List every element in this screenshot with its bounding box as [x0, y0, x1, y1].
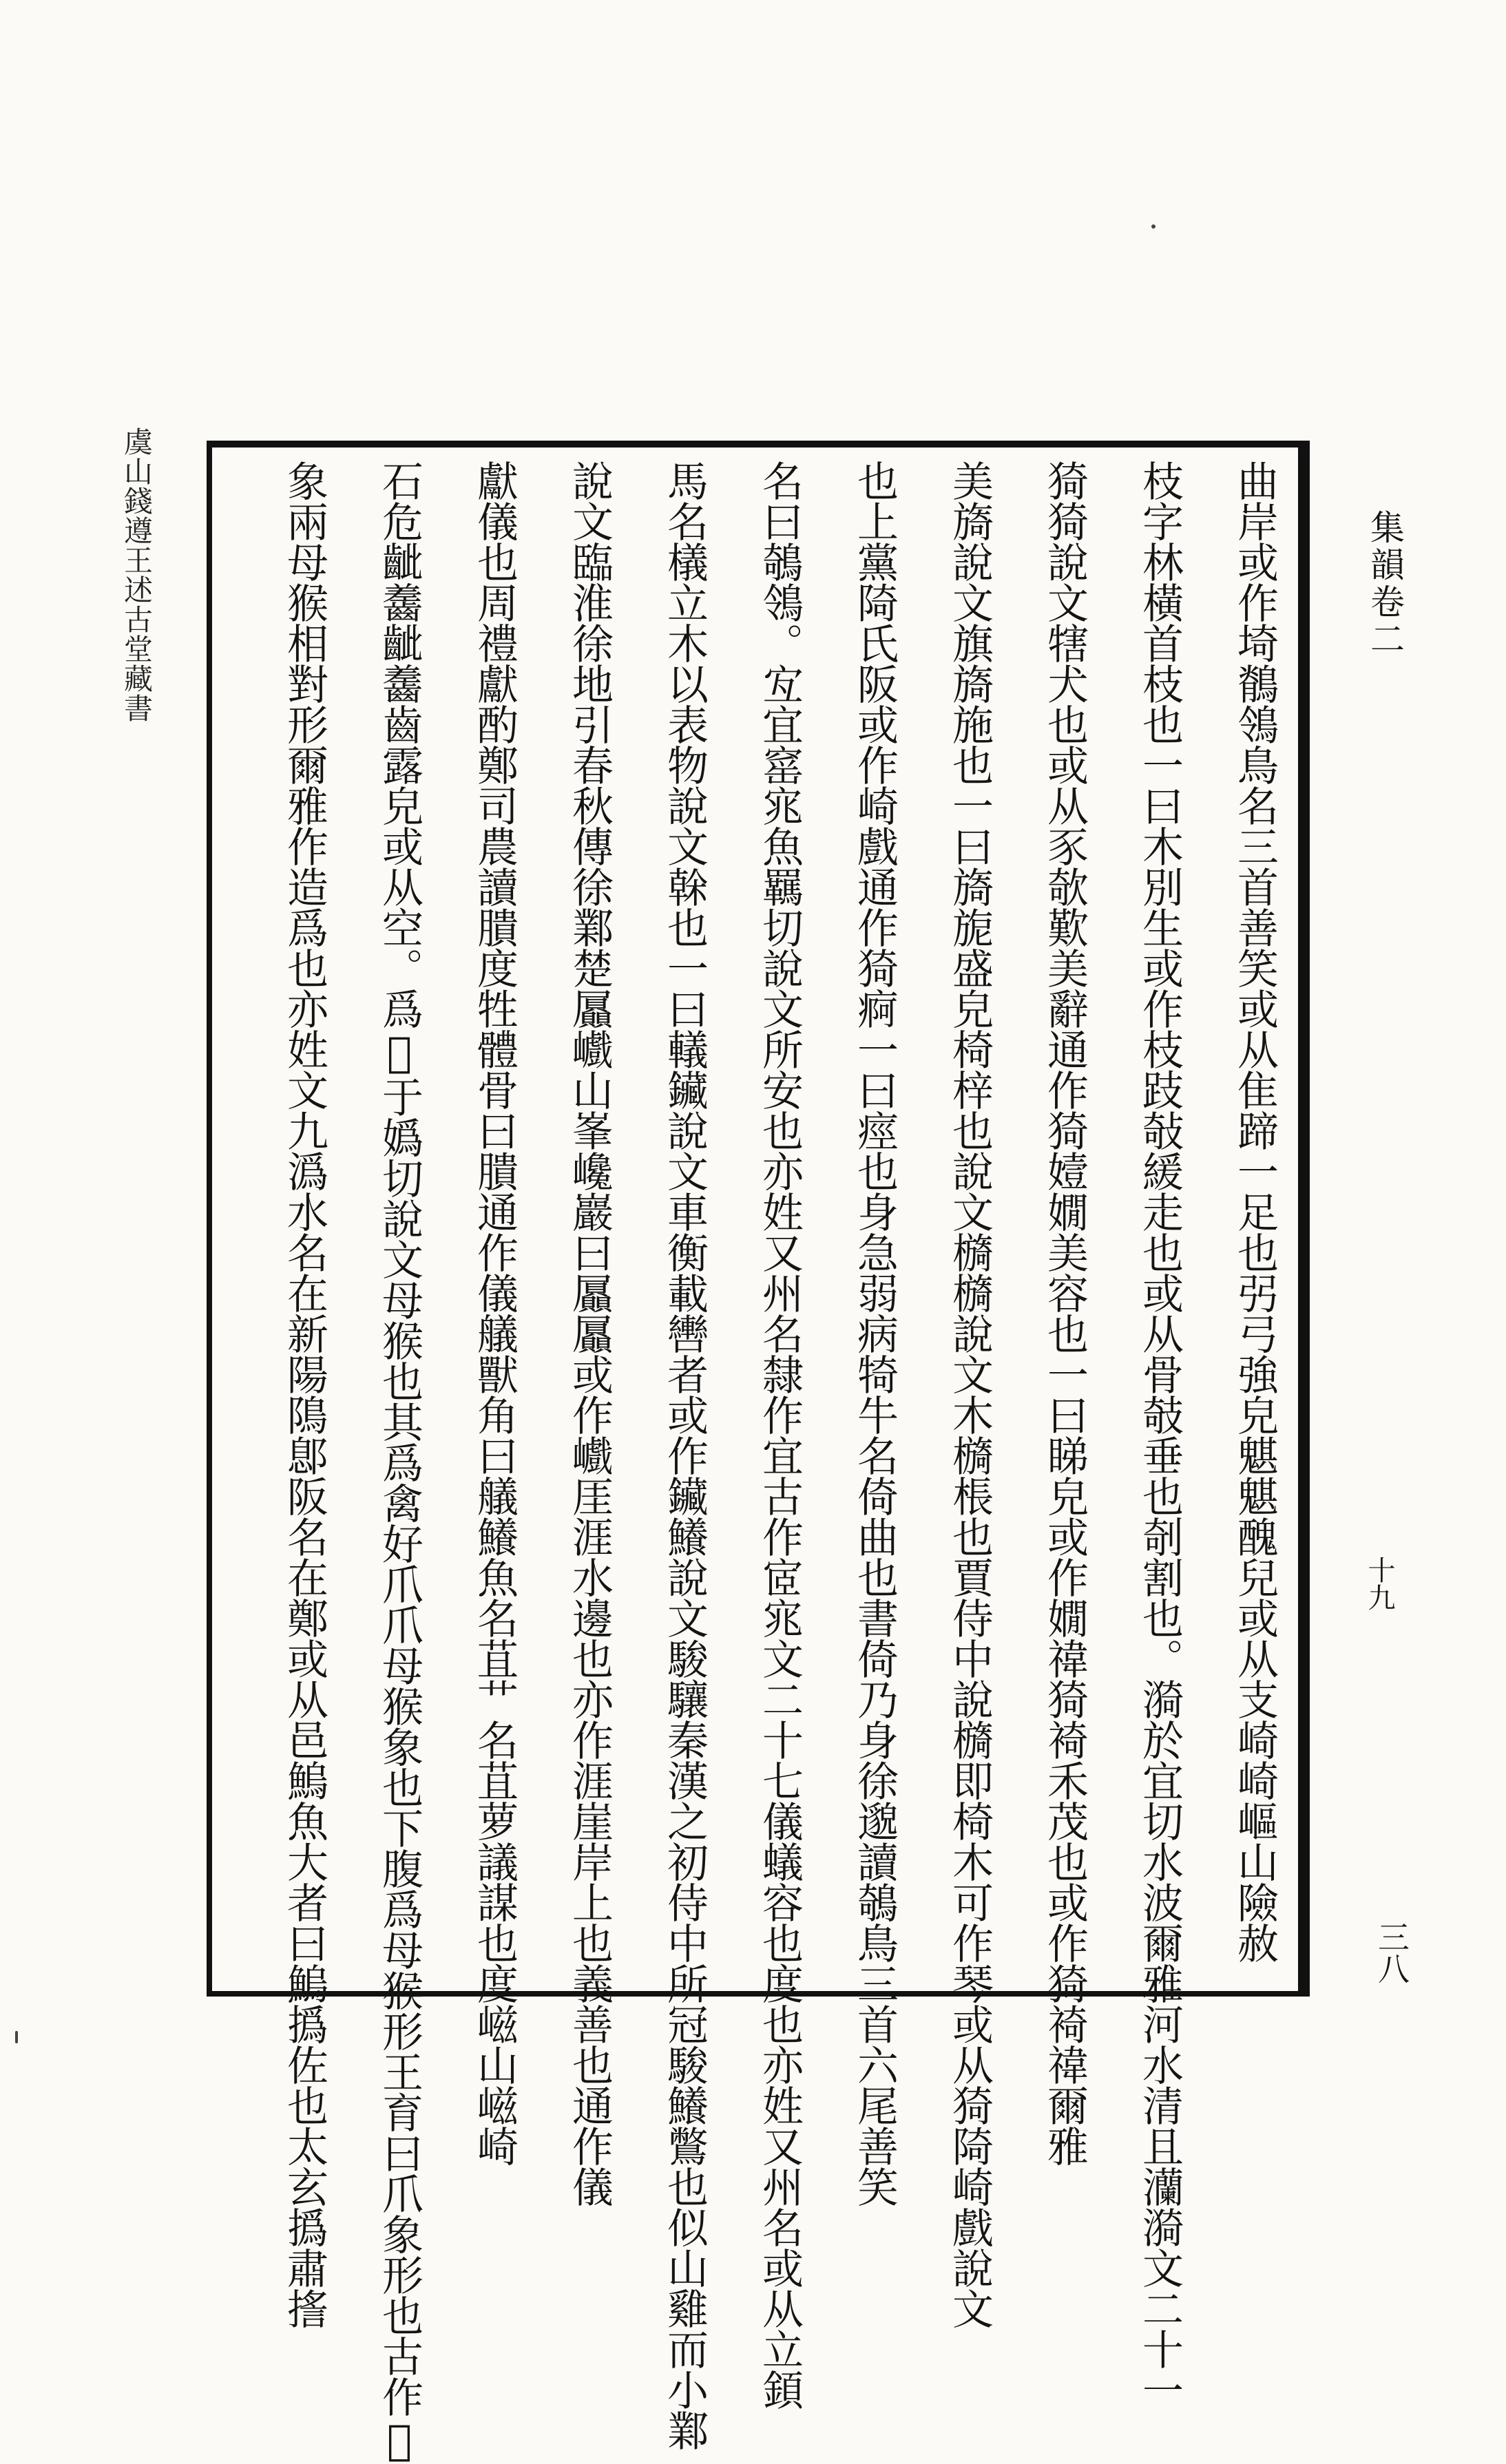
text-column: 象兩母猴相對形爾雅作造爲也亦姓文九潙水名在新陽隝鄎阪名在鄭或从邑鰞魚大者曰鰞撝佐也太玄撝肅㨱 — [280, 460, 328, 2328]
volume-title: 集韻卷二 — [1365, 509, 1405, 658]
text-column: 馬名檥立木以表物說文榦也一曰轙鑶說文車衡載轡者或作鑶鱶說文駿驤秦漢之初侍中所冠駿鱶鷩也似山雞而小鄴 — [660, 460, 709, 2450]
paper-speck — [1151, 224, 1155, 229]
collector-note: 虞山錢遵王述古堂藏書 — [120, 427, 154, 723]
text-column: 枝字林橫首枝也一曰木別生或作枝跂敧緩走也或从骨攲垂也剞割也。漪於宜切水波爾雅河水清且灡漪文二十一 — [1136, 460, 1184, 2410]
text-column: 說文臨淮徐地引春秋傳徐鄴楚屭巇山峯巉巖曰屭屭或作巇厓涯水邊也亦作涯崖岸上也義善也通作儀 — [565, 460, 614, 2207]
page-number: 三八 — [1373, 1921, 1410, 1984]
page-frame — [207, 441, 1310, 2464]
leaf-number: 十九 — [1363, 1556, 1395, 1611]
frame-rule — [1298, 447, 1304, 1991]
text-column: 石危齜齹齜齹齒露皃或从空。爲𤓰于嬀切說文母猴也其爲禽好爪爪母猴象也下腹爲母猴形王育曰爪象形也古作𤓰 — [375, 460, 423, 2464]
text-column: 曲岸或作埼鶺鴒鳥名三首善笑或从隹蹄一足也弜弓強皃魌魌醜兒或从支崎崎嶇山險赦 — [1231, 460, 1279, 1963]
text-column: 猗猗說文犗犬也或从豕欹歎美辭通作猗嬄嫺美容也一曰睇皃或作嫺禕猗裿禾茂也或作猗裿禕爾雅 — [1040, 460, 1089, 2166]
paper-speck — [15, 2031, 18, 2043]
text-column: 也上黨陭氏阪或作崎戲通作猗痾一曰痙也身急弱病犄牛名倚曲也書倚乃身徐邈讀鵸鳥三首六尾善笑 — [850, 460, 899, 2207]
text-column: 名曰鵸鴒。宐宜窰宨魚羈切說文所安也亦姓又州名隸作宜古作宧宨文二十七儀蟻容也度也亦姓又州名或从立顉 — [755, 460, 804, 2410]
text-column: 獻儀也周禮獻酌鄭司農讀膭度牲體骨曰膭通作儀艤獸角曰艤鱶魚名苴艹名苴萝議謀也度嵫山嵫崎 — [470, 460, 519, 2166]
text-column: 美旖說文旗旖施也一曰旖旎盛皃椅梓也說文檹檹說文木檹棖也賈侍中說檹即椅木可作琴或从猗陭崎戲說文 — [945, 460, 994, 2328]
